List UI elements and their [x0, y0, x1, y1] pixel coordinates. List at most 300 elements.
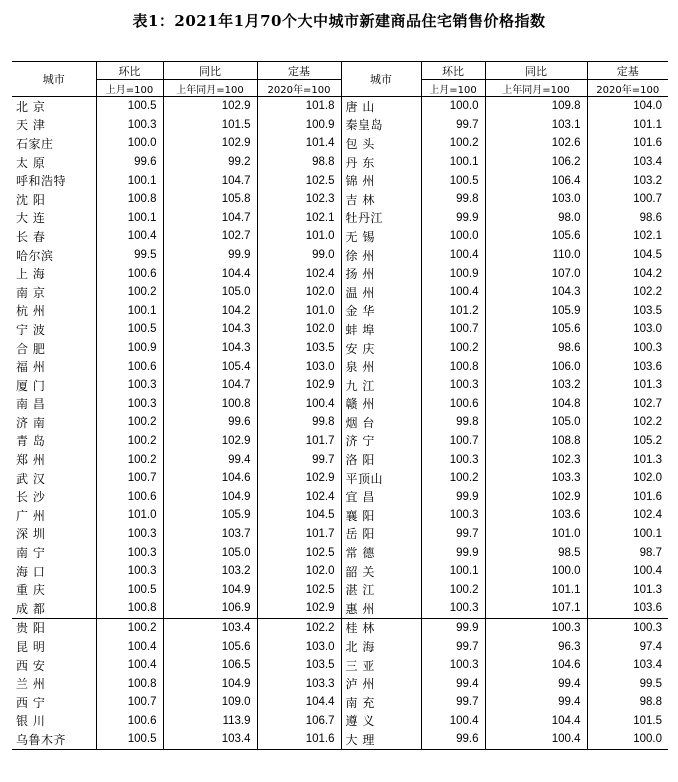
right-mom-cell: 100.2 — [421, 339, 485, 358]
left-yoy-cell: 105.9 — [163, 506, 257, 525]
right-yoy-cell: 109.8 — [485, 97, 587, 116]
left-mom-cell: 100.3 — [96, 395, 163, 414]
left-yoy-cell: 106.9 — [163, 599, 257, 618]
right-city-cell: 无 锡 — [341, 227, 421, 246]
right-base-cell: 100.3 — [587, 339, 668, 358]
left-mom-cell: 100.1 — [96, 302, 163, 321]
left-yoy-cell: 100.8 — [163, 395, 257, 414]
left-mom-cell: 100.2 — [96, 432, 163, 451]
left-mom-cell: 100.7 — [96, 469, 163, 488]
left-base-cell: 102.4 — [257, 264, 341, 283]
left-mom-cell: 100.4 — [96, 637, 163, 656]
right-yoy-cell: 99.4 — [485, 674, 587, 693]
table-row — [12, 190, 668, 209]
left-mom-cell: 100.2 — [96, 618, 163, 637]
table-row — [12, 209, 668, 228]
right-mom-cell: 100.3 — [421, 599, 485, 618]
right-city-cell: 南 充 — [341, 693, 421, 712]
right-yoy-cell: 99.4 — [485, 693, 587, 712]
left-mom-cell: 100.3 — [96, 543, 163, 562]
right-base-cell: 102.0 — [587, 469, 668, 488]
left-mom-cell: 100.5 — [96, 580, 163, 599]
right-yoy-cell: 103.0 — [485, 190, 587, 209]
right-base-cell: 105.2 — [587, 432, 668, 451]
right-yoy-cell: 101.1 — [485, 580, 587, 599]
right-mom-cell: 100.4 — [421, 283, 485, 302]
right-city-cell: 唐 山 — [341, 97, 421, 116]
table-row — [12, 264, 668, 283]
left-mom-cell: 100.4 — [96, 656, 163, 675]
left-base-cell: 101.8 — [257, 97, 341, 116]
left-base-cell: 102.5 — [257, 580, 341, 599]
left-city-cell: 太 原 — [16, 155, 46, 170]
left-city-cell: 青 岛 — [16, 434, 46, 449]
right-mom-cell: 99.8 — [421, 190, 485, 209]
left-mom-cell: 100.3 — [96, 525, 163, 544]
left-city-cell: 长 沙 — [16, 490, 46, 505]
left-city-cell: 上 海 — [16, 267, 46, 282]
right-base-cell: 100.3 — [587, 618, 668, 637]
table-row — [12, 469, 668, 488]
right-mom-cell: 100.3 — [421, 376, 485, 395]
right-city-cell: 烟 台 — [341, 413, 421, 432]
right-mom-cell: 100.2 — [421, 134, 485, 153]
right-mom-cell: 100.4 — [421, 712, 485, 731]
left-city-cell: 沈 阳 — [16, 192, 46, 207]
left-base-cell: 102.9 — [257, 376, 341, 395]
left-mom-cell: 100.2 — [96, 450, 163, 469]
right-city-cell: 丹 东 — [341, 153, 421, 172]
left-city-cell: 深 圳 — [16, 527, 46, 542]
right-base-cell: 103.6 — [587, 357, 668, 376]
table-row — [12, 543, 668, 562]
left-yoy-cell: 104.6 — [163, 469, 257, 488]
table-row — [12, 432, 668, 451]
right-yoy-cell: 107.1 — [485, 599, 587, 618]
right-base-cell: 99.5 — [587, 674, 668, 693]
right-city-cell: 徐 州 — [341, 246, 421, 265]
left-yoy-cell: 113.9 — [163, 712, 257, 731]
right-mom-cell: 100.0 — [421, 227, 485, 246]
right-yoy-cell: 106.2 — [485, 153, 587, 172]
table-title: 表1：2021年1月70个大中城市新建商品住宅销售价格指数 — [132, 12, 546, 30]
right-mom-cell: 99.6 — [421, 730, 485, 749]
right-city-cell: 宜 昌 — [341, 487, 421, 506]
table-header — [12, 62, 668, 97]
left-yoy-cell: 104.7 — [163, 209, 257, 228]
left-yoy-cell: 104.2 — [163, 302, 257, 321]
right-yoy-cell: 104.8 — [485, 395, 587, 414]
left-base-cell: 103.0 — [257, 637, 341, 656]
right-yoy-cell: 103.6 — [485, 506, 587, 525]
left-base-cell: 104.4 — [257, 693, 341, 712]
left-mom-cell: 100.2 — [96, 283, 163, 302]
table-row — [12, 580, 668, 599]
left-yoy-cell: 109.0 — [163, 693, 257, 712]
table-row — [12, 618, 668, 637]
left-mom-cell: 100.4 — [96, 227, 163, 246]
left-mom-cell: 100.5 — [96, 320, 163, 339]
right-base-cell: 103.4 — [587, 153, 668, 172]
left-base-cell: 103.0 — [257, 357, 341, 376]
right-yoy-cell: 104.3 — [485, 283, 587, 302]
table-row — [12, 413, 668, 432]
right-yoy-cell: 100.0 — [485, 562, 587, 581]
left-yoy-cell: 101.5 — [163, 116, 257, 135]
left-city-cell: 西 宁 — [16, 695, 46, 710]
left-base-cell: 102.3 — [257, 190, 341, 209]
right-base-cell: 100.1 — [587, 525, 668, 544]
left-mom-cell: 100.6 — [96, 712, 163, 731]
left-mom-cell: 100.6 — [96, 264, 163, 283]
left-base-cell: 101.0 — [257, 302, 341, 321]
table-row — [12, 171, 668, 190]
left-mom-cell: 100.6 — [96, 487, 163, 506]
right-base-cell: 101.1 — [587, 116, 668, 135]
left-mom-cell: 100.8 — [96, 599, 163, 618]
right-mom-cell: 99.7 — [421, 525, 485, 544]
right-base-cell: 103.5 — [587, 302, 668, 321]
right-base-cell: 102.7 — [587, 395, 668, 414]
left-mom-cell: 99.5 — [96, 246, 163, 265]
price-index-table — [12, 61, 668, 750]
table-row — [12, 599, 668, 618]
right-mom-cell: 99.9 — [421, 487, 485, 506]
right-mom-cell: 100.5 — [421, 171, 485, 190]
right-yoy-cell: 102.6 — [485, 134, 587, 153]
right-city-cell: 大 理 — [341, 730, 421, 749]
right-yoy-cell: 103.2 — [485, 376, 587, 395]
right-mom-cell: 99.7 — [421, 116, 485, 135]
left-city-cell: 南 昌 — [16, 397, 46, 412]
right-mom-cell: 99.8 — [421, 413, 485, 432]
left-city-cell: 呼和浩特 — [16, 174, 67, 189]
left-yoy-cell: 103.2 — [163, 562, 257, 581]
table-row — [12, 97, 668, 116]
left-yoy-cell: 104.9 — [163, 487, 257, 506]
left-yoy-cell: 99.4 — [163, 450, 257, 469]
left-yoy-cell: 104.3 — [163, 320, 257, 339]
left-base-cell: 100.9 — [257, 116, 341, 135]
left-yoy-cell: 105.0 — [163, 543, 257, 562]
table-row — [12, 450, 668, 469]
right-mom-cell: 100.0 — [421, 97, 485, 116]
table-row — [12, 283, 668, 302]
left-base-cell: 102.5 — [257, 543, 341, 562]
left-mom-cell: 100.1 — [96, 171, 163, 190]
header-yoy-sub-right: 上年同月=100 — [485, 80, 587, 97]
left-mom-cell: 100.5 — [96, 97, 163, 116]
right-city-cell: 三 亚 — [341, 656, 421, 675]
left-city-cell: 兰 州 — [16, 677, 46, 692]
left-city-cell: 昆 明 — [16, 640, 46, 655]
left-city-cell: 西 安 — [16, 658, 46, 673]
left-mom-cell: 100.3 — [96, 376, 163, 395]
left-base-cell: 102.5 — [257, 171, 341, 190]
right-city-cell: 秦皇岛 — [341, 116, 421, 135]
left-yoy-cell: 102.9 — [163, 134, 257, 153]
left-city-cell: 福 州 — [16, 360, 46, 375]
left-city-cell: 乌鲁木齐 — [12, 730, 96, 749]
right-base-cell: 98.7 — [587, 543, 668, 562]
left-base-cell: 99.8 — [257, 413, 341, 432]
left-base-cell: 100.4 — [257, 395, 341, 414]
right-mom-cell: 101.2 — [421, 302, 485, 321]
right-city-cell: 包 头 — [341, 134, 421, 153]
left-yoy-cell: 105.8 — [163, 190, 257, 209]
left-yoy-cell: 105.0 — [163, 283, 257, 302]
left-city-cell: 北 京 — [16, 99, 46, 114]
left-base-cell: 102.9 — [257, 469, 341, 488]
header-mom-sub-left: 上月=100 — [96, 80, 163, 97]
header-base-right: 定基 — [587, 62, 668, 80]
right-yoy-cell: 100.4 — [485, 730, 587, 749]
left-city-cell: 武 汉 — [16, 471, 46, 486]
left-city-cell: 南 宁 — [16, 546, 46, 561]
right-city-cell: 桂 林 — [341, 618, 421, 637]
right-mom-cell: 100.3 — [421, 506, 485, 525]
table-row — [12, 674, 668, 693]
left-mom-cell: 100.3 — [96, 562, 163, 581]
right-city-cell: 北 海 — [341, 637, 421, 656]
left-base-cell: 101.7 — [257, 432, 341, 451]
table-row — [12, 357, 668, 376]
left-city-cell: 南 京 — [16, 285, 46, 300]
table-row — [12, 320, 668, 339]
table-row — [12, 302, 668, 321]
right-city-cell: 锦 州 — [341, 171, 421, 190]
left-base-cell: 103.5 — [257, 656, 341, 675]
left-mom-cell: 100.5 — [96, 730, 163, 749]
right-yoy-cell: 102.9 — [485, 487, 587, 506]
right-base-cell: 104.5 — [587, 246, 668, 265]
left-city-cell: 杭 州 — [16, 304, 46, 319]
right-mom-cell: 100.3 — [421, 656, 485, 675]
right-mom-cell: 100.8 — [421, 357, 485, 376]
right-city-cell: 遵 义 — [341, 712, 421, 731]
header-city-left: 城市 — [12, 62, 96, 97]
left-base-cell: 99.0 — [257, 246, 341, 265]
right-city-cell: 扬 州 — [341, 264, 421, 283]
right-city-cell: 蚌 埠 — [341, 320, 421, 339]
left-mom-cell: 100.9 — [96, 339, 163, 358]
header-yoy-right: 同比 — [485, 62, 587, 80]
left-mom-cell: 100.7 — [96, 693, 163, 712]
right-base-cell: 102.2 — [587, 413, 668, 432]
left-base-cell: 98.8 — [257, 153, 341, 172]
right-mom-cell: 100.7 — [421, 320, 485, 339]
right-yoy-cell: 100.3 — [485, 618, 587, 637]
left-mom-cell: 100.3 — [96, 116, 163, 135]
right-city-cell: 平顶山 — [341, 469, 421, 488]
left-yoy-cell: 102.9 — [163, 97, 257, 116]
left-city-cell: 哈尔滨 — [16, 248, 54, 263]
left-city-cell: 广 州 — [16, 508, 46, 523]
left-yoy-cell: 99.6 — [163, 413, 257, 432]
right-mom-cell: 100.4 — [421, 246, 485, 265]
right-city-cell: 牡丹江 — [341, 209, 421, 228]
right-mom-cell: 99.9 — [421, 618, 485, 637]
left-city-cell: 石家庄 — [16, 136, 54, 151]
left-base-cell: 102.0 — [257, 320, 341, 339]
right-yoy-cell: 105.0 — [485, 413, 587, 432]
left-mom-cell: 101.0 — [96, 506, 163, 525]
right-city-cell: 安 庆 — [341, 339, 421, 358]
left-city-cell: 长 春 — [16, 229, 46, 244]
right-base-cell: 98.8 — [587, 693, 668, 712]
table-row — [12, 525, 668, 544]
left-yoy-cell: 102.9 — [163, 432, 257, 451]
right-yoy-cell: 105.6 — [485, 227, 587, 246]
right-base-cell: 100.4 — [587, 562, 668, 581]
left-yoy-cell: 104.9 — [163, 674, 257, 693]
right-yoy-cell: 105.9 — [485, 302, 587, 321]
right-yoy-cell: 101.0 — [485, 525, 587, 544]
right-yoy-cell: 108.8 — [485, 432, 587, 451]
right-city-cell: 九 江 — [341, 376, 421, 395]
left-city-cell: 银 川 — [16, 714, 46, 729]
right-city-cell: 温 州 — [341, 283, 421, 302]
left-mom-cell: 100.2 — [96, 413, 163, 432]
right-base-cell: 101.3 — [587, 580, 668, 599]
right-mom-cell: 99.7 — [421, 693, 485, 712]
right-yoy-cell: 96.3 — [485, 637, 587, 656]
right-mom-cell: 99.4 — [421, 674, 485, 693]
right-city-cell: 韶 关 — [341, 562, 421, 581]
left-city-cell: 天 津 — [16, 118, 46, 133]
header-base-sub-left: 2020年=100 — [257, 80, 341, 97]
right-city-cell: 泸 州 — [341, 674, 421, 693]
left-base-cell: 106.7 — [257, 712, 341, 731]
right-base-cell: 103.4 — [587, 656, 668, 675]
left-mom-cell: 100.8 — [96, 674, 163, 693]
right-base-cell: 104.2 — [587, 264, 668, 283]
table-row — [12, 395, 668, 414]
table-row — [12, 562, 668, 581]
left-mom-cell: 100.0 — [96, 134, 163, 153]
left-yoy-cell: 104.9 — [163, 580, 257, 599]
left-base-cell: 101.6 — [257, 730, 341, 749]
left-city-cell: 郑 州 — [16, 453, 46, 468]
right-yoy-cell: 102.3 — [485, 450, 587, 469]
header-mom-sub-right: 上月=100 — [421, 80, 485, 97]
left-yoy-cell: 105.6 — [163, 637, 257, 656]
right-base-cell: 100.0 — [587, 730, 668, 749]
left-city-cell: 重 庆 — [16, 583, 46, 598]
right-base-cell: 100.7 — [587, 190, 668, 209]
left-yoy-cell: 99.2 — [163, 153, 257, 172]
right-yoy-cell: 103.3 — [485, 469, 587, 488]
left-base-cell: 101.0 — [257, 227, 341, 246]
right-yoy-cell: 103.1 — [485, 116, 587, 135]
right-city-cell: 金 华 — [341, 302, 421, 321]
left-yoy-cell: 104.3 — [163, 339, 257, 358]
left-yoy-cell: 103.4 — [163, 730, 257, 749]
right-city-cell: 惠 州 — [341, 599, 421, 618]
right-base-cell: 101.3 — [587, 376, 668, 395]
right-mom-cell: 100.1 — [421, 153, 485, 172]
right-city-cell: 济 宁 — [341, 432, 421, 451]
right-mom-cell: 100.9 — [421, 264, 485, 283]
right-yoy-cell: 104.4 — [485, 712, 587, 731]
header-base-sub-right: 2020年=100 — [587, 80, 668, 97]
right-city-cell: 赣 州 — [341, 395, 421, 414]
table-row — [12, 506, 668, 525]
table-row — [12, 712, 668, 731]
right-mom-cell: 99.9 — [421, 209, 485, 228]
table-row — [12, 487, 668, 506]
table-body — [12, 97, 668, 750]
left-city-cell: 贵 阳 — [12, 618, 96, 637]
left-base-cell: 102.1 — [257, 209, 341, 228]
left-mom-cell: 100.8 — [96, 190, 163, 209]
table-row — [12, 116, 668, 135]
right-base-cell: 102.1 — [587, 227, 668, 246]
right-yoy-cell: 107.0 — [485, 264, 587, 283]
right-yoy-cell: 105.6 — [485, 320, 587, 339]
header-yoy-sub-left: 上年同月=100 — [163, 80, 257, 97]
right-yoy-cell: 98.5 — [485, 543, 587, 562]
left-mom-cell: 99.6 — [96, 153, 163, 172]
right-yoy-cell: 110.0 — [485, 246, 587, 265]
right-yoy-cell: 104.6 — [485, 656, 587, 675]
right-base-cell: 101.6 — [587, 134, 668, 153]
left-yoy-cell: 103.4 — [163, 618, 257, 637]
left-base-cell: 102.9 — [257, 599, 341, 618]
left-mom-cell: 100.6 — [96, 357, 163, 376]
table-row — [12, 693, 668, 712]
right-base-cell: 102.2 — [587, 283, 668, 302]
left-yoy-cell: 104.7 — [163, 376, 257, 395]
left-base-cell: 103.5 — [257, 339, 341, 358]
left-yoy-cell: 99.9 — [163, 246, 257, 265]
left-base-cell: 101.7 — [257, 525, 341, 544]
left-mom-cell: 100.1 — [96, 209, 163, 228]
table-row — [12, 153, 668, 172]
right-city-cell: 泉 州 — [341, 357, 421, 376]
left-base-cell: 102.2 — [257, 618, 341, 637]
right-yoy-cell: 106.4 — [485, 171, 587, 190]
left-base-cell: 101.4 — [257, 134, 341, 153]
left-city-cell: 合 肥 — [16, 341, 46, 356]
right-city-cell: 襄 阳 — [341, 506, 421, 525]
right-mom-cell: 99.7 — [421, 637, 485, 656]
right-city-cell: 洛 阳 — [341, 450, 421, 469]
right-mom-cell: 100.3 — [421, 450, 485, 469]
header-yoy-left: 同比 — [163, 62, 257, 80]
left-yoy-cell: 103.7 — [163, 525, 257, 544]
left-yoy-cell: 104.4 — [163, 264, 257, 283]
left-city-cell: 大 连 — [16, 211, 46, 226]
table-row — [12, 246, 668, 265]
header-mom-left: 环比 — [96, 62, 163, 80]
table-row — [12, 730, 668, 749]
header-mom-right: 环比 — [421, 62, 485, 80]
left-base-cell: 104.5 — [257, 506, 341, 525]
right-mom-cell: 100.1 — [421, 562, 485, 581]
left-base-cell: 103.3 — [257, 674, 341, 693]
right-base-cell: 97.4 — [587, 637, 668, 656]
table-row — [12, 637, 668, 656]
header-city-right: 城市 — [341, 62, 421, 97]
table-row — [12, 339, 668, 358]
right-yoy-cell: 106.0 — [485, 357, 587, 376]
left-base-cell: 99.7 — [257, 450, 341, 469]
right-mom-cell: 99.9 — [421, 543, 485, 562]
left-yoy-cell: 104.7 — [163, 171, 257, 190]
right-city-cell: 岳 阳 — [341, 525, 421, 544]
left-base-cell: 102.4 — [257, 487, 341, 506]
